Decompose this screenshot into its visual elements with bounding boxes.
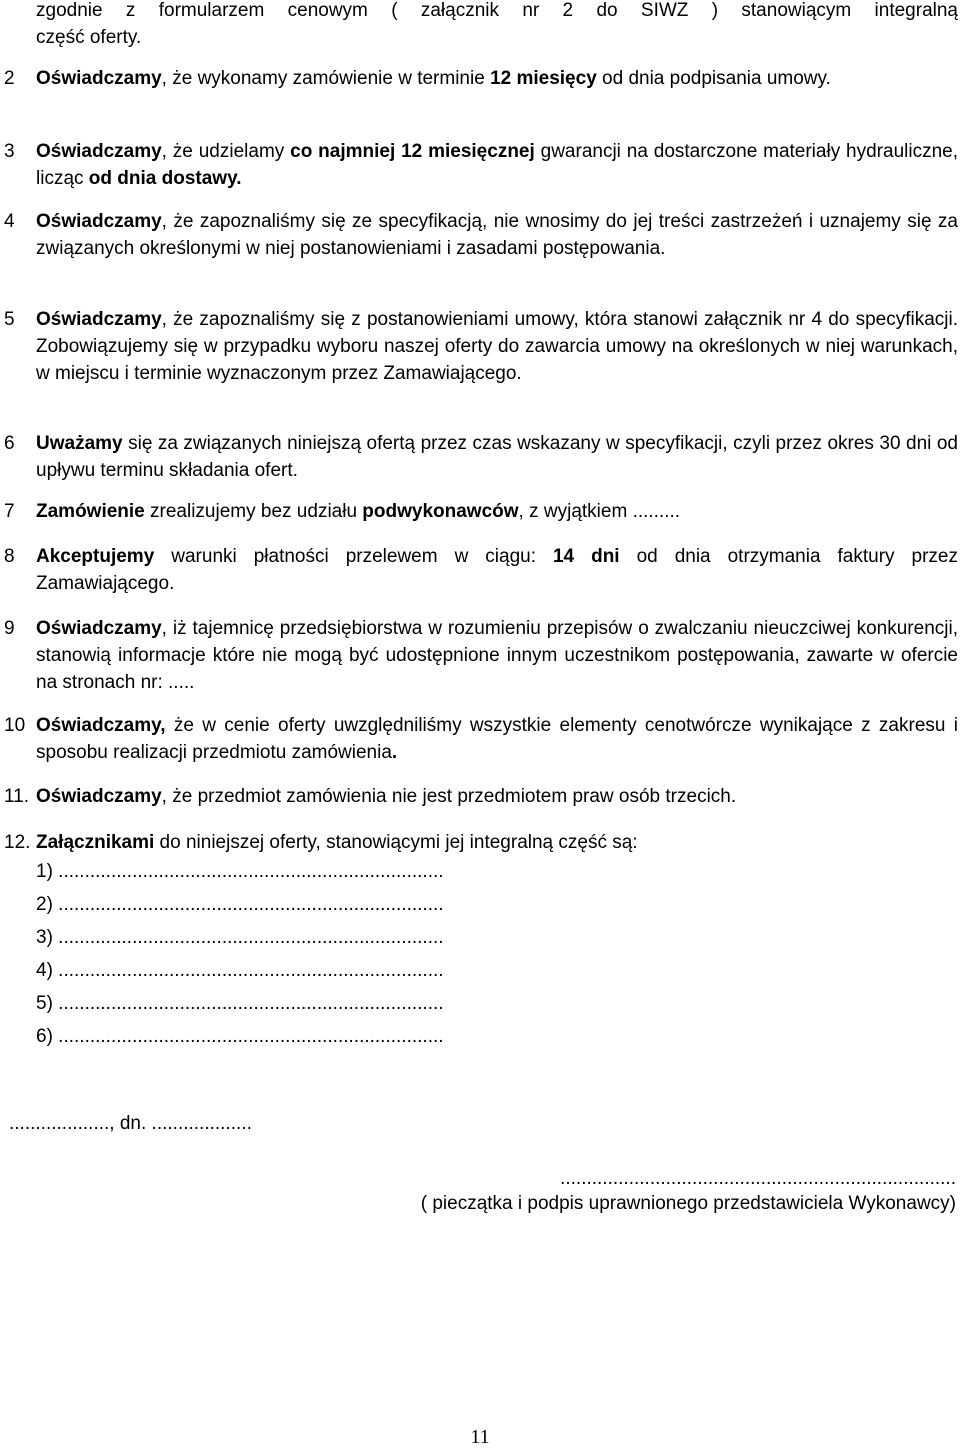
item-text xyxy=(36,783,958,810)
declaration-item xyxy=(0,208,958,262)
text-run: , że zapoznaliśmy się z postanowieniami umowy, która stanowi załącznik nr 4 do specyfikacji. Zobowiązujemy się w przypadku wyboru naszej oferty do zawarcia umowy na określonych w niej warunkach, w miejscu i terminie wyznaczonym przez Zamawiającego. xyxy=(36,309,958,384)
item-text xyxy=(36,138,958,192)
text-run: warunki płatności przelewem w ciągu: xyxy=(154,546,553,567)
attachment-item: 6) ......................................................................... xyxy=(36,1026,444,1047)
text-run: się za związanych niniejszą ofertą przez czas wskazany w specyfikacji, czyli przez okres 30 dni od upływu terminu składania ofert. xyxy=(36,433,958,481)
bold-text: Oświadczamy xyxy=(36,618,162,639)
item-text xyxy=(36,65,958,92)
bold-text: Akceptujemy xyxy=(36,546,155,567)
text-run: , że przedmiot zamówienia nie jest przedmiotem praw osób trzecich. xyxy=(161,786,737,807)
bold-text: Oświadczamy, xyxy=(36,715,166,736)
declaration-item xyxy=(0,783,958,810)
item-number: 11. xyxy=(4,786,30,807)
attachment-item: 4) ......................................................................... xyxy=(36,960,444,981)
place-date-line: ..................., dn. ................... xyxy=(9,1113,252,1134)
item-text xyxy=(36,829,958,856)
item-number: 5 xyxy=(4,309,15,330)
bold-text: Załącznikami xyxy=(36,832,155,853)
item-number: 10 xyxy=(4,715,26,736)
item-number: 7 xyxy=(4,501,15,522)
bold-text: od dnia dostawy. xyxy=(88,168,242,189)
page-number: 11 xyxy=(470,1426,490,1448)
item-number: 4 xyxy=(4,211,15,232)
text-run: , z wyjątkiem ......... xyxy=(518,501,681,522)
bold-text: . xyxy=(391,742,398,763)
text-run: , iż tajemnicę przedsiębiorstwa w rozumieniu przepisów o zwalczaniu nieuczciwej konkurencji, stanowią informacje które nie mogą być udostępnione innym uczestnikom postępowania, zawarte w ofercie na stronach nr: ..... xyxy=(36,618,958,693)
bold-text: Zamówienie xyxy=(36,501,145,522)
attachment-item: 5) ......................................................................... xyxy=(36,993,444,1014)
bold-text: 14 dni xyxy=(552,546,620,567)
item-text xyxy=(36,498,958,525)
item-number: 3 xyxy=(4,141,15,162)
signature-line: ........................................................................... xyxy=(560,1168,956,1189)
item-number: 6 xyxy=(4,433,15,454)
intro-line-2: część oferty. xyxy=(36,27,142,48)
text-run: do niniejszej oferty, stanowiącymi jej integralną część są: xyxy=(154,832,638,853)
item-number: 8 xyxy=(4,546,15,567)
declaration-item xyxy=(0,498,958,525)
declaration-item xyxy=(0,829,958,856)
text-run: od dnia podpisania umowy. xyxy=(596,68,831,89)
item-text xyxy=(36,208,958,262)
item-text xyxy=(36,712,958,766)
bold-text: Oświadczamy xyxy=(36,211,162,232)
item-number: 9 xyxy=(4,618,15,639)
declaration-item xyxy=(0,615,958,696)
intro-paragraph xyxy=(36,0,958,51)
declaration-item xyxy=(0,712,958,766)
bold-text: Oświadczamy xyxy=(36,68,162,89)
item-text xyxy=(36,543,958,597)
bold-text: Oświadczamy xyxy=(36,786,162,807)
bold-text: 12 miesięcy xyxy=(490,68,597,89)
text-run: zrealizujemy bez udziału xyxy=(144,501,363,522)
signature-caption: ( pieczątka i podpis uprawnionego przedstawiciela Wykonawcy) xyxy=(420,1193,956,1214)
bold-text: co najmniej 12 miesięcznej xyxy=(290,141,535,162)
bold-text: Oświadczamy xyxy=(36,309,162,330)
text-run: , że udzielamy xyxy=(161,141,291,162)
attachment-item: 3) ......................................................................... xyxy=(36,927,444,948)
text-run: że w cenie oferty uwzględniliśmy wszystkie elementy cenotwórcze wynikające z zakresu i sposobu realizacji przedmiotu zamówienia xyxy=(36,715,958,763)
declaration-item xyxy=(0,138,958,192)
item-text xyxy=(36,615,958,696)
bold-text: Oświadczamy xyxy=(36,141,162,162)
item-number: 12. xyxy=(4,832,31,853)
declaration-item xyxy=(0,306,958,387)
bold-text: podwykonawców xyxy=(362,501,519,522)
attachments-list xyxy=(36,858,444,1056)
attachment-item: 1) ......................................................................... xyxy=(36,861,444,882)
text-run: od dnia otrzymania faktury przez Zamawiającego. xyxy=(36,546,958,594)
text-run: , że wykonamy zamówienie w terminie xyxy=(161,68,491,89)
item-text xyxy=(36,430,958,484)
item-number: 2 xyxy=(4,68,15,89)
declaration-item xyxy=(0,65,958,92)
item-text xyxy=(36,306,958,387)
text-run: gwarancji na dostarczone materiały hydrauliczne, licząc xyxy=(36,141,958,189)
declaration-item xyxy=(0,543,958,597)
intro-line-1: zgodnie z formularzem cenowym ( załącznik nr 2 do SIWZ ) stanowiącym integralną xyxy=(36,0,958,21)
text-run: , że zapoznaliśmy się ze specyfikacją, nie wnosimy do jej treści zastrzeżeń i uznajemy się za związanych określonymi w niej postanowieniami i zasadami postępowania. xyxy=(36,211,958,259)
declaration-item xyxy=(0,430,958,484)
bold-text: Uważamy xyxy=(36,433,123,454)
attachment-item: 2) ......................................................................... xyxy=(36,894,444,915)
